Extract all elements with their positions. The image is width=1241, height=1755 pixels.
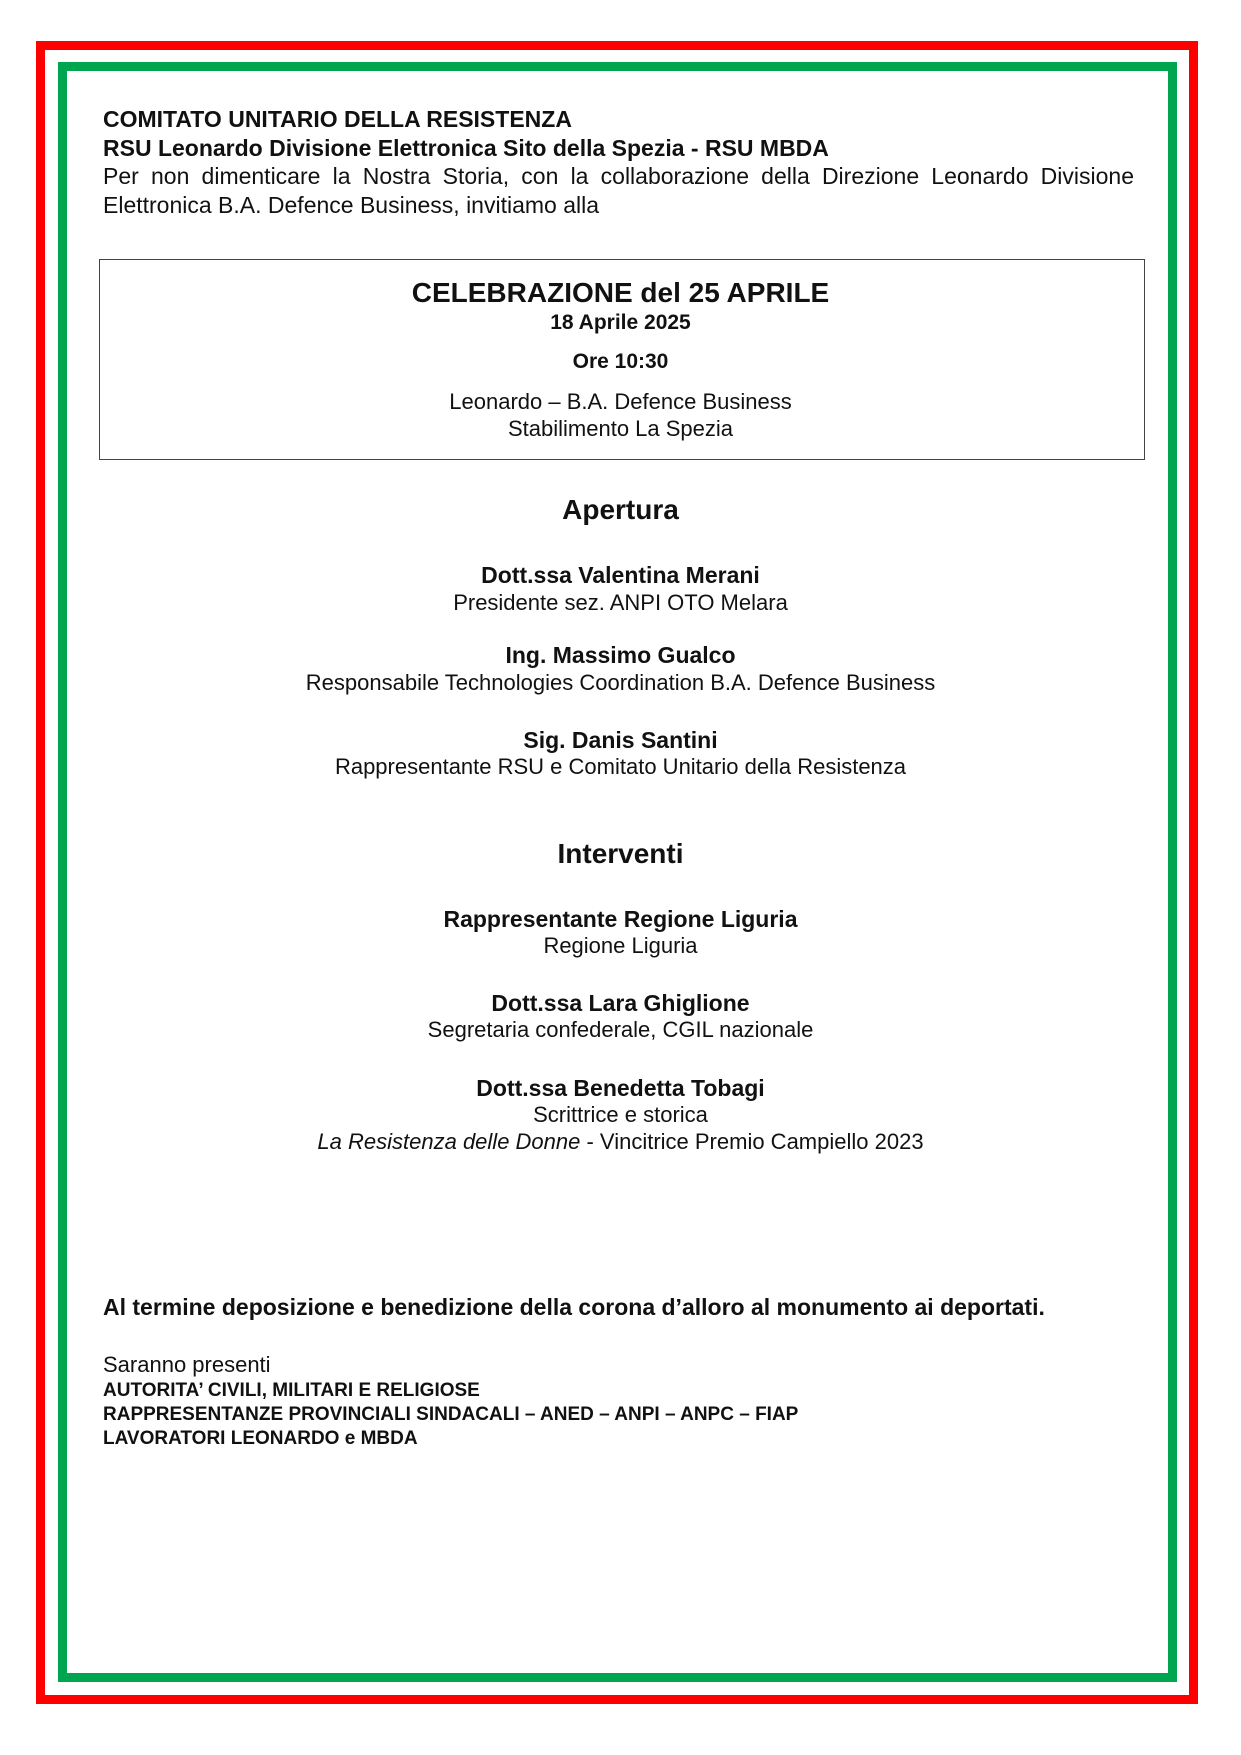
closing-statement: Al termine deposizione e benedizione della corona d’alloro al monumento ai deportati. (103, 1294, 1045, 1320)
attendees-line: RAPPRESENTANZE PROVINCIALI SINDACALI – ANED – ANPI – ANPC – FIAP (103, 1404, 799, 1425)
speaker-name: Dott.ssa Lara Ghiglione (491, 990, 750, 1016)
speaker-role: Segretaria confederale, CGIL nazionale (427, 1017, 814, 1042)
attendees-line: LAVORATORI LEONARDO e MBDA (103, 1428, 418, 1449)
speaker-name: Ing. Massimo Gualco (505, 642, 736, 668)
invitation-intro: Per non dimenticare la Nostra Storia, con la collaborazione della Direzione Leonardo Divisione Elettronica B.A. Defence Business, invitiamo alla (103, 163, 1134, 218)
speaker-name: Dott.ssa Benedetta Tobagi (476, 1075, 765, 1101)
attendees-intro: Saranno presenti (103, 1352, 271, 1377)
section-heading-apertura: Apertura (562, 494, 679, 525)
speaker-role: Presidente sez. ANPI OTO Melara (453, 590, 788, 615)
speaker-role: Rappresentante RSU e Comitato Unitario della Resistenza (334, 754, 907, 779)
speaker-name: Sig. Danis Santini (523, 727, 718, 753)
speaker-role: Scrittrice e storica (533, 1102, 708, 1127)
book-title: La Resistenza delle Donne (317, 1129, 581, 1154)
committee-title: COMITATO UNITARIO DELLA RESISTENZA (103, 106, 572, 132)
event-date: 18 Aprile 2025 (550, 311, 691, 334)
speaker-role: Responsabile Technologies Coordination B.A. Defence Business (305, 670, 936, 695)
speaker-role: Regione Liguria (543, 933, 698, 958)
attendees-line: AUTORITA’ CIVILI, MILITARI E RELIGIOSE (103, 1380, 480, 1401)
award-text: - Vincitrice Premio Campiello 2023 (580, 1129, 924, 1154)
speaker-name: Dott.ssa Valentina Merani (481, 562, 760, 588)
event-venue: Stabilimento La Spezia (507, 416, 734, 441)
event-location: Leonardo – B.A. Defence Business (449, 389, 792, 414)
speaker-award (0, 1129, 1241, 1155)
speaker-name: Rappresentante Regione Liguria (443, 906, 798, 932)
event-title: CELEBRAZIONE del 25 APRILE (411, 277, 830, 308)
rsu-subtitle: RSU Leonardo Divisione Elettronica Sito della Spezia - RSU MBDA (103, 135, 829, 161)
event-time: Ore 10:30 (572, 350, 669, 373)
section-heading-interventi: Interventi (557, 838, 684, 869)
